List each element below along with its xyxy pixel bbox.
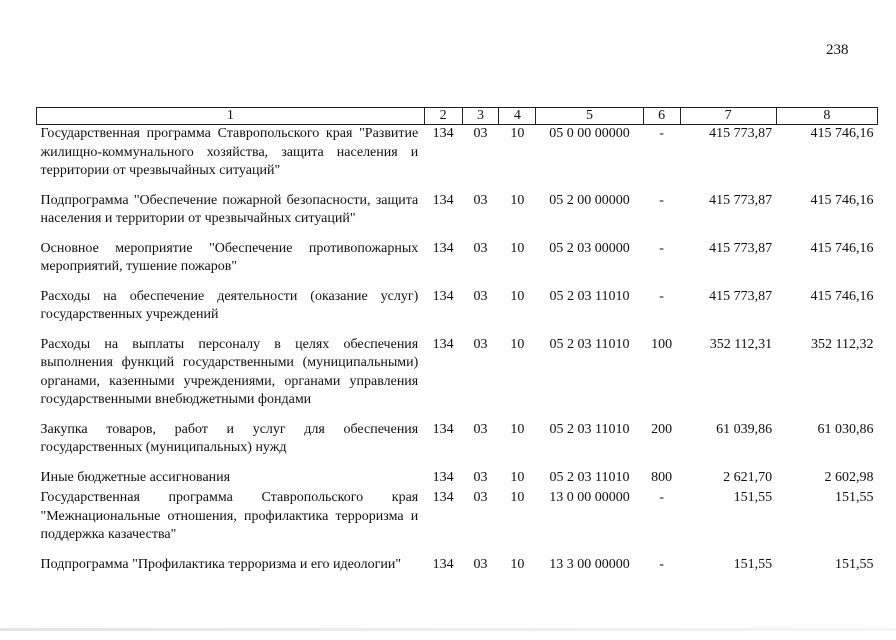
row-ministry-code: 134: [432, 490, 454, 505]
row-amount-8: 61 030,86: [817, 421, 874, 437]
header-col-8: 8: [776, 108, 877, 125]
row-target-code: 05 2 00 00000: [549, 192, 630, 208]
row-amount-7: 2 621,70: [723, 469, 773, 485]
row-amount-8: 151,55: [835, 490, 874, 505]
row-amount-8: 415 746,16: [810, 288, 874, 304]
row-subsection-code: 10: [510, 469, 525, 485]
row-expense-type: -: [659, 556, 664, 572]
row-ministry-code: 134: [432, 240, 454, 256]
row-expense-type: -: [659, 288, 664, 304]
row-name: Подпрограмма "Профилактика терроризма и его идеологии": [40, 556, 402, 572]
row-expense-type: 100: [651, 336, 673, 352]
row-ministry-code: 134: [432, 556, 454, 572]
row-amount-8: 415 746,16: [810, 192, 874, 208]
row-expense-type: 200: [651, 421, 673, 437]
row-amount-7: 415 773,87: [709, 126, 773, 141]
row-section-code: 03: [473, 240, 488, 256]
header-col-2: 2: [424, 108, 462, 125]
row-section-code: 03: [473, 469, 488, 485]
row-amount-7: 352 112,31: [709, 336, 773, 352]
row-ministry-code: 134: [432, 421, 454, 437]
row-section-code: 03: [473, 288, 488, 304]
row-subsection-code: 10: [510, 421, 525, 437]
row-amount-8: 415 746,16: [810, 240, 874, 256]
row-expense-type: -: [659, 240, 664, 256]
header-col-5: 5: [536, 108, 643, 125]
row-target-code: 05 2 03 11010: [549, 469, 630, 485]
row-amount-7: 415 773,87: [709, 288, 773, 304]
row-section-code: 03: [473, 126, 488, 141]
row-target-code: 13 3 00 00000: [549, 556, 630, 572]
row-subsection-code: 10: [510, 240, 525, 256]
row-section-code: 03: [473, 336, 488, 352]
row-target-code: 13 0 00 00000: [549, 490, 630, 505]
table-row: [37, 336, 878, 421]
row-subsection-code: 10: [510, 336, 525, 352]
row-ministry-code: 134: [432, 192, 454, 208]
row-ministry-code: 134: [432, 469, 454, 485]
table-row: [37, 240, 878, 288]
row-name: Закупка товаров, работ и услуг для обеспечения государственных (муниципальных) нужд: [40, 421, 419, 455]
row-subsection-code: 10: [510, 126, 525, 141]
row-name: Государственная программа Ставропольского края "Межнациональные отношения, профилактика терроризма и поддержка казачества": [40, 490, 419, 542]
row-amount-7: 151,55: [733, 490, 773, 505]
header-col-3: 3: [462, 108, 499, 125]
page-number: 238: [826, 42, 849, 58]
row-subsection-code: 10: [510, 288, 525, 304]
row-subsection-code: 10: [510, 556, 525, 572]
row-target-code: 05 2 03 00000: [549, 240, 630, 256]
row-expense-type: 800: [651, 469, 673, 485]
row-amount-7: 151,55: [733, 556, 773, 572]
row-name: Расходы на выплаты персоналу в целях обеспечения выполнения функций государственными (муниципальными) органами, казенными учреждениями, органами управления государственными внебюджетными фондами: [40, 336, 419, 407]
row-expense-type: -: [659, 490, 664, 505]
table-header: [37, 108, 878, 125]
row-target-code: 05 2 03 11010: [549, 421, 630, 437]
row-amount-7: 415 773,87: [709, 192, 773, 208]
table-row: [37, 556, 878, 577]
row-subsection-code: 10: [510, 490, 525, 505]
row-section-code: 03: [473, 490, 488, 505]
row-name: Подпрограмма "Обеспечение пожарной безопасности, защита населения и территории от чрезвычайных ситуаций": [40, 192, 419, 226]
row-amount-8: 352 112,32: [811, 336, 874, 352]
row-name: Государственная программа Ставропольского края "Развитие жилищно-коммунального хозяйства, защита населения и территории от чрезвычайных ситуаций": [40, 126, 419, 178]
table-body: [37, 125, 878, 577]
row-ministry-code: 134: [432, 126, 454, 141]
table-row: [37, 192, 878, 240]
row-target-code: 05 2 03 11010: [549, 288, 630, 304]
row-ministry-code: 134: [432, 288, 454, 304]
row-expense-type: -: [659, 126, 664, 141]
budget-table: [36, 107, 878, 576]
row-amount-8: 151,55: [835, 556, 874, 572]
row-amount-7: 61 039,86: [716, 421, 773, 437]
row-ministry-code: 134: [432, 336, 454, 352]
header-col-1: 1: [37, 108, 425, 125]
row-target-code: 05 0 00 00000: [549, 126, 630, 141]
header-col-7: 7: [680, 108, 776, 125]
table-row: [37, 421, 878, 469]
row-expense-type: -: [659, 192, 664, 208]
row-amount-8: 415 746,16: [810, 126, 874, 141]
row-section-code: 03: [473, 421, 488, 437]
table-row: [37, 125, 878, 192]
table-row: [37, 288, 878, 336]
header-col-4: 4: [499, 108, 536, 125]
row-name: Иные бюджетные ассигнования: [40, 469, 231, 485]
row-section-code: 03: [473, 556, 488, 572]
row-amount-7: 415 773,87: [709, 240, 773, 256]
table-row: [37, 469, 878, 490]
scan-artifact-line: [0, 628, 896, 631]
row-target-code: 05 2 03 11010: [549, 336, 630, 352]
row-amount-8: 2 602,98: [824, 469, 874, 485]
row-name: Основное мероприятие "Обеспечение противопожарных мероприятий, тушение пожаров": [40, 240, 419, 274]
row-section-code: 03: [473, 192, 488, 208]
row-name: Расходы на обеспечение деятельности (оказание услуг) государственных учреждений: [40, 288, 419, 322]
table-row: [37, 489, 878, 556]
header-col-6: 6: [643, 108, 680, 125]
row-subsection-code: 10: [510, 192, 525, 208]
header-row: [37, 108, 878, 125]
